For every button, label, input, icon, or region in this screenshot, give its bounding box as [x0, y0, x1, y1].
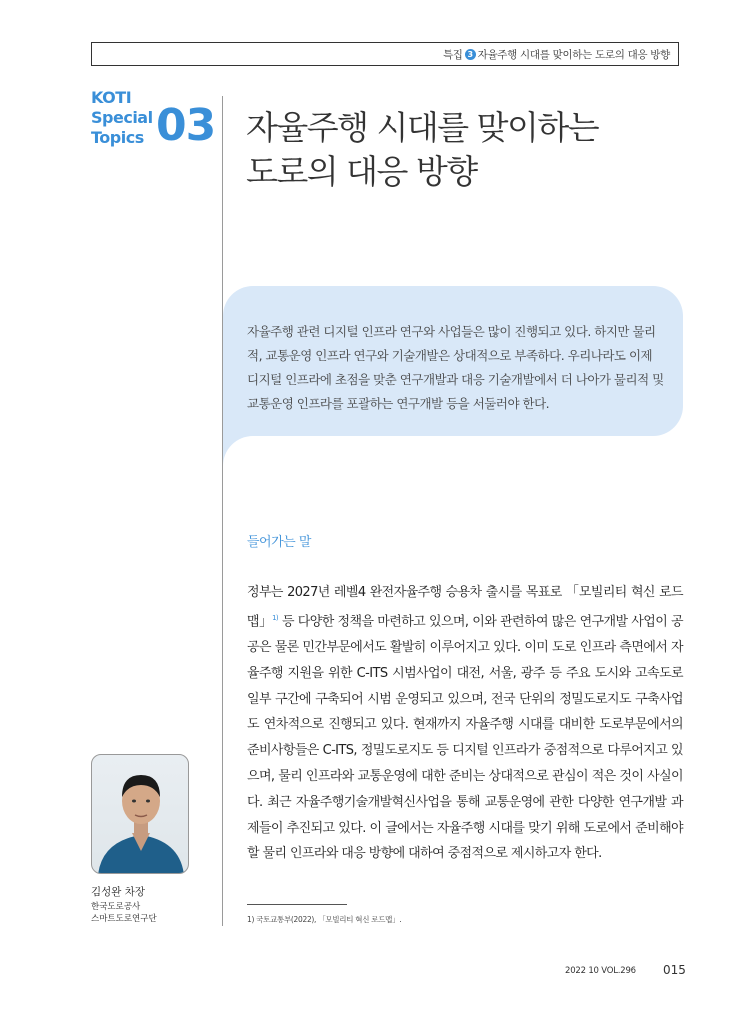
- abstract-text: 자율주행 관련 디지털 인프라 연구와 사업들은 많이 진행되고 있다. 하지만 물리적, 교통운영 인프라 연구와 기술개발은 상대적으로 부족하다. 우리나라도 이제 디지털 인프라에 초점을 맞춘 연구개발과 대응 기술개발에서 더 나아가 물리적 및 교통운영 인프라를 포괄하는 연구개발 등을 서둘러야 한다.: [247, 324, 664, 411]
- series-number: 03: [156, 100, 216, 151]
- header-number-badge: 3: [465, 49, 476, 60]
- issue-info: 2022 10 VOL.296: [565, 966, 636, 976]
- series-line-3: Topics: [91, 128, 144, 147]
- body-paragraph: [247, 580, 683, 867]
- footnote-divider: [247, 904, 347, 905]
- author-name: 김성완 차장: [91, 886, 146, 898]
- article-title-line-1: 자율주행 시대를 맞이하는: [246, 108, 599, 147]
- footnote-reference[interactable]: 1): [272, 613, 279, 622]
- header-title: 자율주행 시대를 맞이하는 도로의 대응 방향: [477, 48, 670, 61]
- series-label: [91, 88, 153, 148]
- author-affiliation: [91, 901, 157, 925]
- author-org-line-1: 한국도로공사: [91, 902, 141, 912]
- vertical-divider: [222, 96, 223, 926]
- article-title-line-2: 도로의 대응 방향: [246, 152, 477, 191]
- author-photo: [91, 754, 189, 874]
- body-text-part-2: 등 다양한 정책을 마련하고 있으며, 이와 관련하여 많은 연구개발 사업이 공공은 물론 민간부문에서도 활발히 이루어지고 있다. 이미 도로 인프라 측면에서 자율주행 지원을 위한 C-ITS 시범사업이 대전, 서울, 광주 등 주요 도시와 고속도로 일부 구간에 구축되어 시범 운영되고 있으며, 전국 단위의 정밀도로지도 구축사업도 연차적으로 진행되고 있다. 현재까지 자율주행 시대를 대비한 도로부문에서의 준비사항들은 C-ITS, 정밀도로지도 등 디지털 인프라가 중점적으로 다루어지고 있으며, 물리 인프라와 교통운영에 대한 준비는 상대적으로 관심이 적은 것이 사실이다. 최근 자율주행기술개발혁신사업을 통해 교통운영에 관한 다양한 연구개발 과제들이 추진되고 있다. 이 글에서는 자율주행 시대를 맞기 위해 도로에서 준비해야 할 물리 인프라와 대응 방향에 대하여 중점적으로 제시하고자 한다.: [247, 614, 683, 862]
- series-line-2: Special: [91, 108, 153, 127]
- person-icon: [92, 755, 189, 874]
- abstract-box-tail: [223, 436, 253, 466]
- body-text-part-1: 정부는 2027년 레벨4 완전자율주행 승용차 출시를 목표로 「모빌리티 혁신 로드맵」: [247, 585, 683, 630]
- running-header: [91, 42, 679, 66]
- section-heading: 들어가는 말: [247, 535, 311, 550]
- header-prefix: 특집: [442, 48, 463, 61]
- page-number: 015: [663, 963, 686, 977]
- article-title: [246, 106, 598, 194]
- series-line-1: KOTI: [91, 88, 132, 107]
- author-org-line-2: 스마트도로연구단: [91, 914, 157, 924]
- footnote: 1) 국토교통부(2022), 「모빌리티 혁신 로드맵」.: [247, 915, 402, 924]
